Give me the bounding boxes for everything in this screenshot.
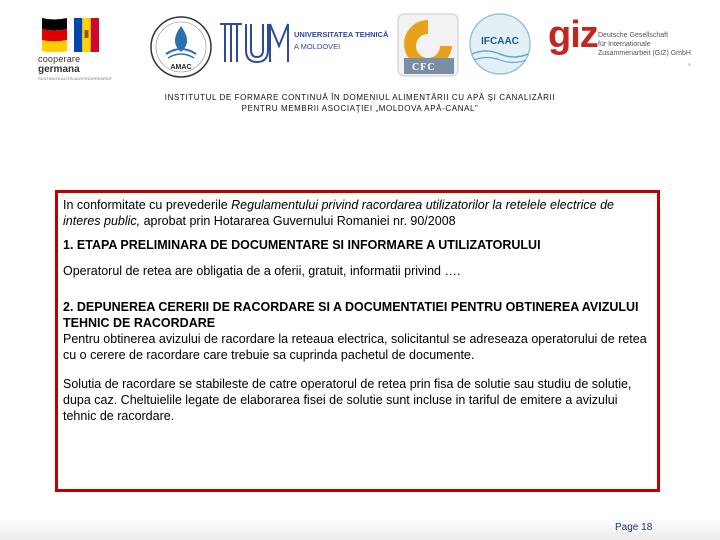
amac-logo xyxy=(148,14,214,80)
institute-header xyxy=(90,92,630,114)
giz-name-line3: Zusammenarbeit (GIZ) GmbH xyxy=(598,50,691,57)
cooperation-text: cooperare xyxy=(38,54,81,64)
giz-name-line1: Deutsche Gesellschaft xyxy=(598,32,669,39)
cooperation-subtext: SUSTINUTA ALTEN AUSTINARREARSIT xyxy=(38,76,113,81)
cfc-label: CFC xyxy=(412,62,436,73)
giz-logo xyxy=(548,14,693,74)
giz-wordmark: giz xyxy=(548,14,598,56)
institute-title-line2: PENTRU MEMBRII ASOCIAŢIEI „MOLDOVA APĂ-CANAL” xyxy=(241,104,479,113)
amac-label: AMAC xyxy=(170,64,192,71)
german-cooperation-logo xyxy=(34,18,129,81)
section-1-paragraph: Operatorul de retea are obligatia de a oferii, gratuit, informatii privind …. xyxy=(63,264,461,278)
section-heading-2: 2. DEPUNEREA CERERII DE RACORDARE SI A DOCUMENTATIEI PENTRU OBTINEREA AVIZULUI TEHNIC DE RACORDARE xyxy=(63,300,639,330)
footer-band xyxy=(0,517,720,540)
section-heading-1: 1. ETAPA PRELIMINARA DE DOCUMENTARE SI INFORMARE A UTILIZATORULUI xyxy=(63,238,541,252)
ifcaac-label: IFCAAC xyxy=(481,36,519,47)
utm-monogram-icon xyxy=(218,20,290,66)
regulation-title: Regulamentului privind racordarea utilizatorilor la retelele electrice de interes public, xyxy=(63,198,614,228)
content-frame xyxy=(55,190,660,492)
intro-text-start: In conformitate cu prevederile xyxy=(63,198,232,212)
solution-paragraph: Solutia de racordare se stabileste de catre operatorul de retea prin fisa de solutie sau studiu de solutie, dupa caz. Cheltuielile legate de elaborarea fisei de solutie sunt incluse in tariful de emitere a avizului tehnic de racordare. xyxy=(63,377,632,423)
utm-name-line1: UNIVERSITATEA TEHNICĂ xyxy=(294,30,389,39)
germany-flag-icon xyxy=(42,18,67,52)
utm-name-line2: A MOLDOVEI xyxy=(294,42,341,51)
utm-logo xyxy=(218,20,388,66)
institute-title-line1: INSTITUTUL DE FORMARE CONTINUĂ ÎN DOMENIUL ALIMENTĂRII CU APĂ ŞI CANALIZĂRII xyxy=(164,93,556,102)
intro-paragraph xyxy=(63,197,652,229)
section-2-paragraph: Pentru obtinerea avizului de racordare la reteaua electrica, solicitantul se adreseaza operatorului de retea cu o cerere de racordare care trebuie sa cuprinda pachetul de documente. xyxy=(63,332,647,362)
page-number: Page 18 xyxy=(615,522,653,533)
intro-text-end: aprobat prin Hotararea Guvernului Romaniei nr. 90/2008 xyxy=(140,214,456,228)
ifcaac-logo xyxy=(468,12,532,76)
cfc-logo xyxy=(396,12,462,80)
partner-logos xyxy=(0,0,720,86)
moldova-flag-icon xyxy=(74,18,99,52)
cooperation-country-text: germana xyxy=(38,64,80,75)
giz-name-line2: für Internationale xyxy=(598,41,651,48)
giz-registered-mark: ® xyxy=(688,62,691,67)
